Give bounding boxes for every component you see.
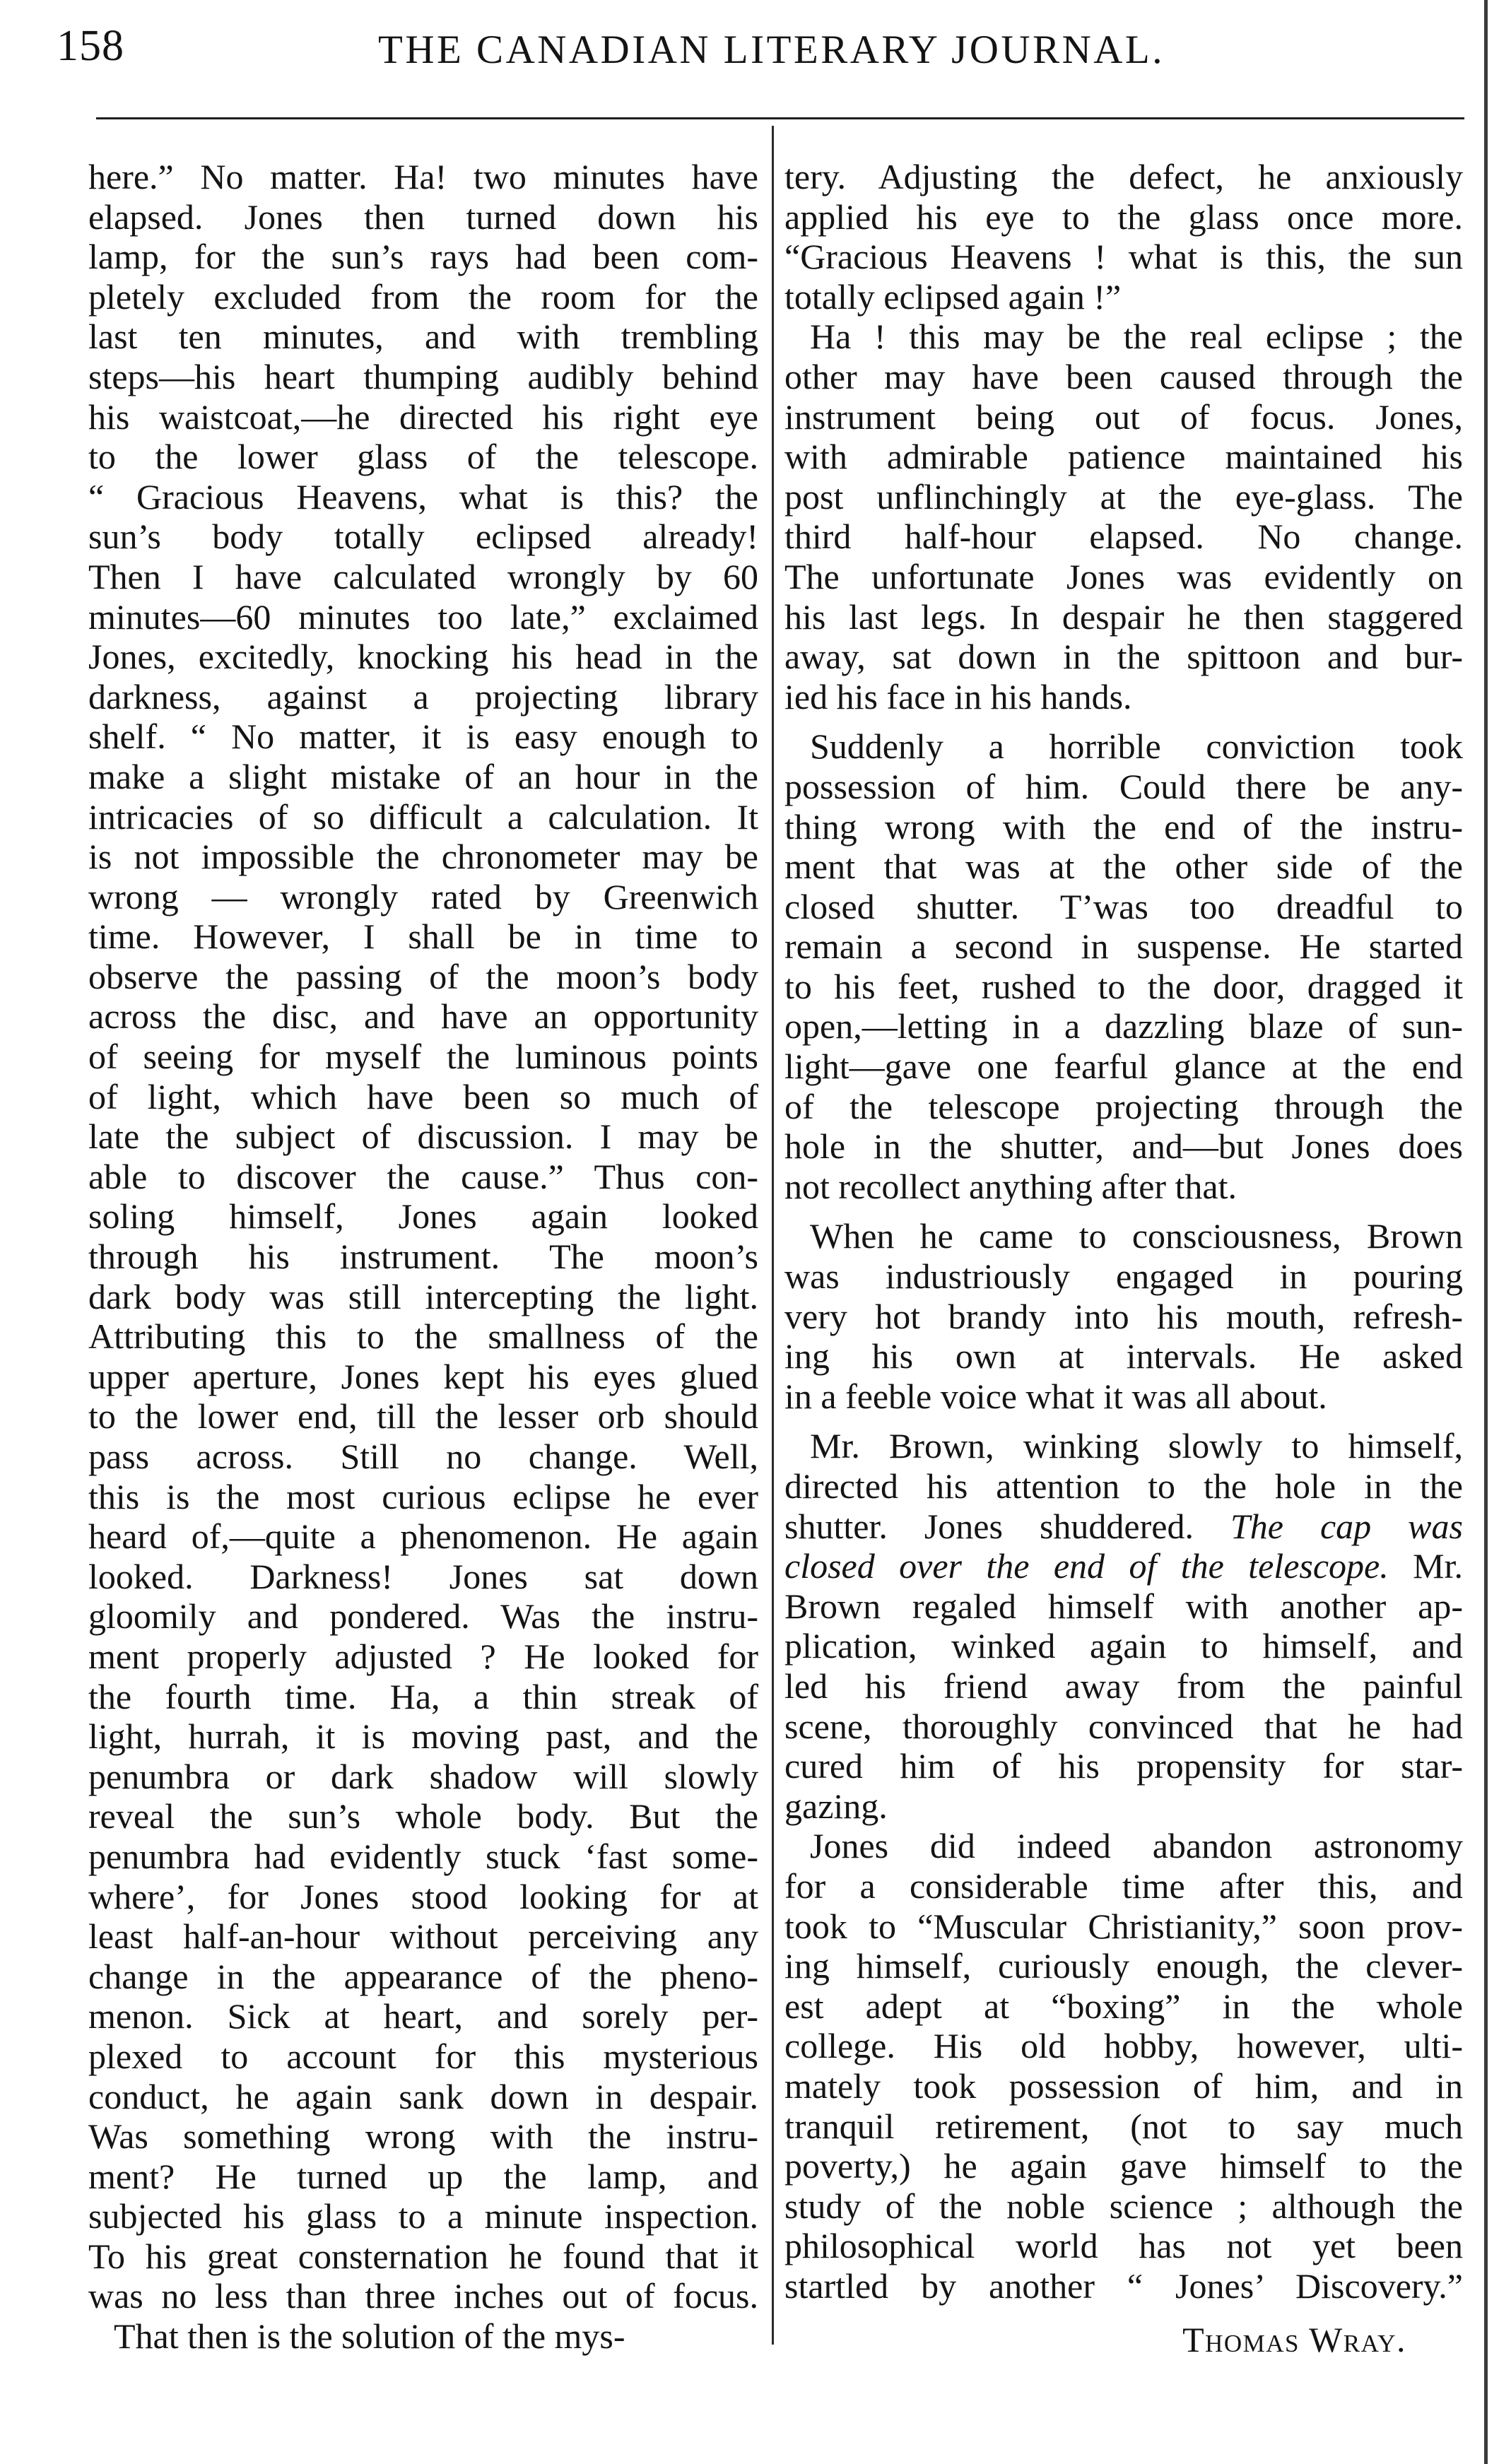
text-line: the fourth time. Ha, a thin streak of [88, 1676, 758, 1716]
text-line: To his great consternation he found that it [88, 2236, 758, 2276]
page-edge-line [1484, 0, 1488, 2464]
text-line: penumbra had evidently stuck ‘fast some- [88, 1836, 758, 1876]
text-line: Jones did indeed abandon astronomy [810, 1826, 1463, 1866]
text-line: startled by another “ Jones’ Discovery.” [784, 2265, 1463, 2306]
text-line: “Gracious Heavens ! what is this, the sun [784, 237, 1463, 277]
text-line: poverty,) he again gave himself to the [784, 2146, 1463, 2186]
paragraph [784, 726, 1463, 1206]
text-line: intricacies of so difficult a calculation. It [88, 796, 758, 837]
text-line: remain a second in suspense. He started [784, 926, 1463, 967]
text-line: est adept at “boxing” in the whole [784, 1986, 1463, 2026]
text-line: heard of,—quite a phenomenon. He again [88, 1516, 758, 1557]
text-line: third half-hour elapsed. No change. [784, 517, 1463, 557]
text-line: soling himself, Jones again looked [88, 1196, 758, 1237]
text-line: Attributing this to the smallness of the [88, 1316, 758, 1357]
text-line: open,—letting in a dazzling blaze of sun- [784, 1006, 1463, 1047]
text-line: plexed to account for this mysterious [88, 2036, 758, 2076]
italic-text: closed over the end of the telescope. [784, 1546, 1389, 1586]
text-line: Brown regaled himself with another ap- [784, 1586, 1463, 1626]
text-line: able to discover the cause.” Thus con- [88, 1156, 758, 1196]
text-line: last ten minutes, and with trembling [88, 317, 758, 357]
left-column-text [88, 157, 758, 2357]
column-rule [772, 126, 774, 2345]
text-line: across the disc, and have an opportunity [88, 996, 758, 1037]
text-line: for a considerable time after this, and [784, 1865, 1463, 1906]
text-line: totally eclipsed again !” [784, 276, 1122, 317]
paragraph [784, 157, 1463, 317]
text-line: philosophical world has not yet been [784, 2226, 1463, 2266]
text-line: darkness, against a projecting library [88, 676, 758, 717]
text-line: gloomily and pondered. Was the instru- [88, 1596, 758, 1637]
journal-title: THE CANADIAN LITERARY JOURNAL. [378, 28, 1165, 72]
page-number: 158 [57, 22, 124, 70]
text-line: pass across. Still no change. Well, [88, 1437, 758, 1476]
text-line: late the subject of discussion. I may be [88, 1116, 758, 1157]
text-line: The unfortunate Jones was evidently on [784, 556, 1463, 596]
text-line: wrong — wrongly rated by Greenwich [88, 876, 758, 916]
text-line: ment properly adjusted ? He looked for [88, 1636, 758, 1676]
right-column-text [784, 157, 1463, 2306]
text-line: here.” No matter. Ha! two minutes have [88, 157, 758, 196]
text-line: other may have been caused through the [784, 356, 1463, 396]
paragraph [88, 157, 758, 2316]
text-line: instrument being out of focus. Jones, [784, 396, 1463, 437]
header-rule [96, 117, 1464, 119]
text-line: That then is the solution of the mys- [114, 2316, 625, 2357]
text-line: thing wrong with the end of the instru- [784, 806, 1463, 847]
text-line: hole in the shutter, and—but Jones does [784, 1126, 1463, 1167]
text-line: was industriously engaged in pouring [784, 1256, 1463, 1297]
text-line: study of the noble science ; although the [784, 2186, 1463, 2226]
paragraph [784, 1826, 1463, 2306]
text-line: conduct, he again sank down in despair. [88, 2076, 758, 2116]
paragraph [784, 317, 1463, 717]
text-line: cured him of his propensity for star- [784, 1746, 1463, 1786]
text-line: mately took possession of him, and in [784, 2065, 1463, 2106]
text-line: tranquil retirement, (not to say much [784, 2106, 1463, 2146]
text-line: menon. Sick at heart, and sorely per- [88, 1996, 758, 2036]
text-segment: shutter. Jones shuddered. [784, 1506, 1230, 1546]
text-line: gazing. [784, 1786, 888, 1826]
text-line: took to “Muscular Christianity,” soon prov- [784, 1906, 1463, 1946]
left-column [88, 157, 758, 2357]
text-line: ing his own at intervals. He asked [784, 1336, 1463, 1377]
paragraph [784, 1426, 1463, 1826]
text-line: scene, thoroughly convinced that he had [784, 1706, 1463, 1746]
text-line: to his feet, rushed to the door, dragged it [784, 966, 1463, 1006]
text-line: directed his attention to the hole in the [784, 1466, 1463, 1506]
text-line: closed shutter. T’was too dreadful to [784, 886, 1463, 926]
text-line: dark body was still intercepting the light. [88, 1276, 758, 1316]
text-line: post unflinchingly at the eye-glass. The [784, 476, 1463, 517]
text-line: Jones, excitedly, knocking his head in the [88, 637, 758, 677]
text-line: sun’s body totally eclipsed already! [88, 517, 758, 557]
text-line: not recollect anything after that. [784, 1166, 1237, 1206]
text-line: of the telescope projecting through the [784, 1086, 1463, 1126]
text-line: light—gave one fearful glance at the end [784, 1047, 1463, 1087]
text-line: “ Gracious Heavens, what is this? the [88, 476, 758, 517]
text-line: applied his eye to the glass once more. [784, 196, 1463, 237]
text-line: with admirable patience maintained his [784, 437, 1463, 477]
text-line: Was something wrong with the instru- [88, 2116, 758, 2157]
text-line: minutes—60 minutes too late,” exclaimed [88, 596, 758, 637]
italic-text: The cap was [1230, 1506, 1463, 1546]
text-line: ing himself, curiously enough, the clever- [784, 1946, 1463, 1986]
text-line: to the lower end, till the lesser orb should [88, 1396, 758, 1437]
text-line: of light, which have been so much of [88, 1076, 758, 1116]
text-line: When he came to consciousness, Brown [810, 1216, 1463, 1256]
text-line: his last legs. In despair he then staggered [784, 596, 1463, 637]
text-line: change in the appearance of the pheno- [88, 1956, 758, 1996]
text-line: was no less than three inches out of focus. [88, 2276, 758, 2316]
text-line: through his instrument. The moon’s [88, 1237, 758, 1277]
text-line: elapsed. Jones then turned down his [88, 196, 758, 237]
text-line: in a feeble voice what it was all about. [784, 1376, 1327, 1416]
text-line: looked. Darkness! Jones sat down [88, 1556, 758, 1596]
paragraph [784, 1216, 1463, 1416]
text-line: penumbra or dark shadow will slowly [88, 1756, 758, 1796]
text-line: ment that was at the other side of the [784, 847, 1463, 887]
text-line: shelf. “ No matter, it is easy enough to [88, 717, 758, 757]
text-line [784, 1546, 1463, 1586]
text-line: ment? He turned up the lamp, and [88, 2156, 758, 2196]
text-line: lamp, for the sun’s rays had been com- [88, 237, 758, 277]
text-line: away, sat down in the spittoon and bur- [784, 637, 1463, 677]
text-line: his waistcoat,—he directed his right eye [88, 396, 758, 437]
text-line: subjected his glass to a minute inspection. [88, 2196, 758, 2236]
text-line: led his friend away from the painful [784, 1666, 1463, 1706]
text-line: observe the passing of the moon’s body [88, 956, 758, 996]
author-signature: Thomas Wray. [1182, 2320, 1406, 2360]
text-line: Mr. Brown, winking slowly to himself, [810, 1426, 1463, 1466]
paragraph [88, 2316, 758, 2357]
text-line: very hot brandy into his mouth, refresh- [784, 1296, 1463, 1336]
text-line: light, hurrah, it is moving past, and the [88, 1716, 758, 1757]
text-line: possession of him. Could there be any- [784, 766, 1463, 806]
text-line: ied his face in his hands. [784, 676, 1132, 717]
text-line: to the lower glass of the telescope. [88, 437, 758, 477]
text-line: make a slight mistake of an hour in the [88, 756, 758, 796]
text-line: where’, for Jones stood looking for at [88, 1876, 758, 1916]
text-line: upper aperture, Jones kept his eyes glued [88, 1356, 758, 1396]
text-line: is not impossible the chronometer may be [88, 837, 758, 877]
text-line: time. However, I shall be in time to [88, 916, 758, 957]
text-line: least half-an-hour without perceiving any [88, 1916, 758, 1957]
text-line: Ha ! this may be the real eclipse ; the [810, 317, 1463, 357]
text-line: Suddenly a horrible conviction took [810, 726, 1463, 767]
text-line [784, 1507, 1463, 1547]
text-line: plication, winked again to himself, and [784, 1626, 1463, 1666]
text-segment: Mr. [1388, 1546, 1463, 1586]
text-line: reveal the sun’s whole body. But the [88, 1796, 758, 1837]
text-line: this is the most curious eclipse he ever [88, 1476, 758, 1516]
right-column [784, 157, 1463, 2360]
text-line: of seeing for myself the luminous points [88, 1037, 758, 1077]
text-line: college. His old hobby, however, ulti- [784, 2026, 1463, 2066]
text-line: steps—his heart thumping audibly behind [88, 356, 758, 396]
text-line: tery. Adjusting the defect, he anxiously [784, 157, 1463, 196]
text-line: pletely excluded from the room for the [88, 276, 758, 317]
text-line: Then I have calculated wrongly by 60 [88, 556, 758, 596]
